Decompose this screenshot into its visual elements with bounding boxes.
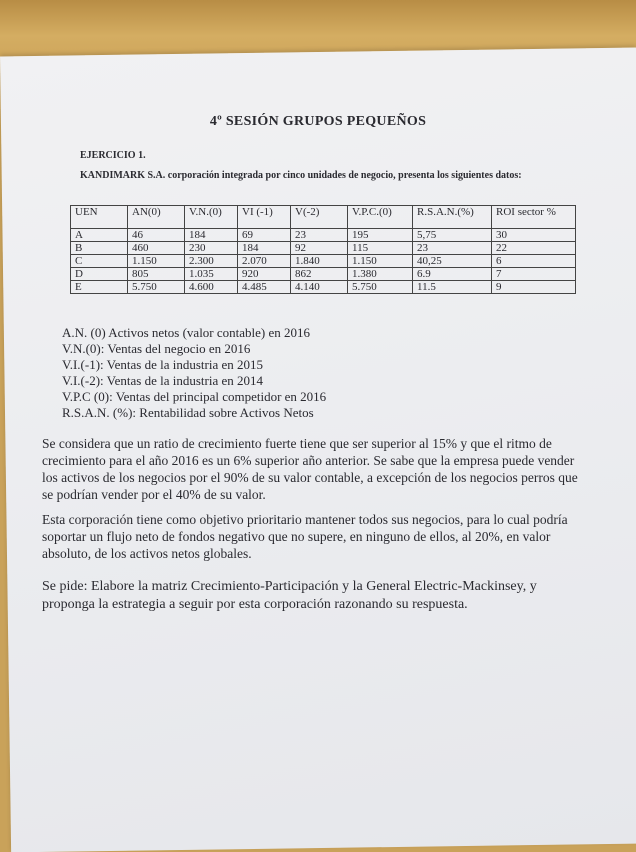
table-cell: 4.140 xyxy=(291,281,348,294)
table-cell: 7 xyxy=(492,268,576,281)
table-cell: 92 xyxy=(291,242,348,255)
exercise-label: EJERCICIO 1. xyxy=(80,150,146,161)
table-cell: 184 xyxy=(185,229,238,242)
table-cell: 30 xyxy=(492,229,576,242)
table-cell: 460 xyxy=(128,242,185,255)
header-an: AN(0) xyxy=(128,206,185,229)
table-cell: 5.750 xyxy=(348,281,413,294)
table-header-row xyxy=(71,206,576,229)
table-cell: 11.5 xyxy=(413,281,492,294)
table-cell: 5.750 xyxy=(128,281,185,294)
definition-item: R.S.A.N. (%): Rentabilidad sobre Activos Netos xyxy=(62,405,314,420)
definition-item: A.N. (0) Activos netos (valor contable) en 2016 xyxy=(62,325,311,340)
table-cell: 230 xyxy=(185,242,238,255)
table-cell: 4.600 xyxy=(185,281,238,294)
table-cell: 5,75 xyxy=(413,229,492,242)
definition-item: V.I.(-2): Ventas de la industria en 2014 xyxy=(62,373,263,388)
table-cell: D xyxy=(71,268,128,281)
table-row xyxy=(71,229,576,242)
header-vi2: V(-2) xyxy=(291,206,348,229)
header-rsan: R.S.A.N.(%) xyxy=(413,206,492,229)
table-cell: 4.485 xyxy=(238,281,291,294)
table-cell: C xyxy=(71,255,128,268)
table-row xyxy=(71,242,576,255)
table-cell: 69 xyxy=(238,229,291,242)
table-cell: B xyxy=(71,242,128,255)
intro-text: KANDIMARK S.A. corporación integrada por cinco unidades de negocio, presenta los siguientes datos: xyxy=(80,170,522,181)
table-cell: 2.070 xyxy=(238,255,291,268)
paragraph-objective: Esta corporación tiene como objetivo prioritario mantener todos sus negocios, para lo cual podría soportar un flujo neto de fondos negativo que no supere, en ninguno de ellos, al 20%, en valor absoluto, de los activos netos globales. xyxy=(42,512,568,561)
table-cell: 1.150 xyxy=(348,255,413,268)
definition-item: V.P.C (0): Ventas del principal competidor en 2016 xyxy=(62,389,327,404)
table-cell: 115 xyxy=(348,242,413,255)
header-roi: ROI sector % xyxy=(492,206,576,229)
table-cell: 184 xyxy=(238,242,291,255)
data-table xyxy=(70,205,576,294)
table-row xyxy=(71,268,576,281)
definitions-list xyxy=(62,325,326,421)
header-uen: UEN xyxy=(71,206,128,229)
table-cell: 1.840 xyxy=(291,255,348,268)
table-cell: 22 xyxy=(492,242,576,255)
task-statement: Se pide: Elabore la matriz Crecimiento-Participación y la General Electric-Mackinsey, y proponga la estrategia a seguir por esta corporación razonando su respuesta. xyxy=(42,579,537,612)
table-row xyxy=(71,281,576,294)
table-cell: 195 xyxy=(348,229,413,242)
definition-item: V.N.(0): Ventas del negocio en 2016 xyxy=(62,341,251,356)
table-cell: 23 xyxy=(413,242,492,255)
table-cell: 40,25 xyxy=(413,255,492,268)
table-cell: 1.035 xyxy=(185,268,238,281)
table-cell: E xyxy=(71,281,128,294)
header-vpc: V.P.C.(0) xyxy=(348,206,413,229)
table-cell: 862 xyxy=(291,268,348,281)
table-cell: 9 xyxy=(492,281,576,294)
table-cell: 920 xyxy=(238,268,291,281)
table-cell: 2.300 xyxy=(185,255,238,268)
table-cell: 46 xyxy=(128,229,185,242)
header-vn: V.N.(0) xyxy=(185,206,238,229)
table-cell: 6.9 xyxy=(413,268,492,281)
page-title: 4º SESIÓN GRUPOS PEQUEÑOS xyxy=(209,114,427,129)
table-cell: 805 xyxy=(128,268,185,281)
table-cell: 1.150 xyxy=(128,255,185,268)
table-cell: 23 xyxy=(291,229,348,242)
table-row xyxy=(71,255,576,268)
header-vi1: VI (-1) xyxy=(238,206,291,229)
table-cell: A xyxy=(71,229,128,242)
table-cell: 1.380 xyxy=(348,268,413,281)
paragraph-growth: Se considera que un ratio de crecimiento fuerte tiene que ser superior al 15% y que el ritmo de crecimiento para el año 2016 es un 6% superior año anterior. Se sabe que la empresa puede vender los activos de los negocios por el 90% de su valor contable, a excepción de los negocios perros que se podrían vender por el 40% de su valor. xyxy=(42,436,578,502)
table-cell: 6 xyxy=(492,255,576,268)
definition-item: V.I.(-1): Ventas de la industria en 2015 xyxy=(62,357,263,372)
